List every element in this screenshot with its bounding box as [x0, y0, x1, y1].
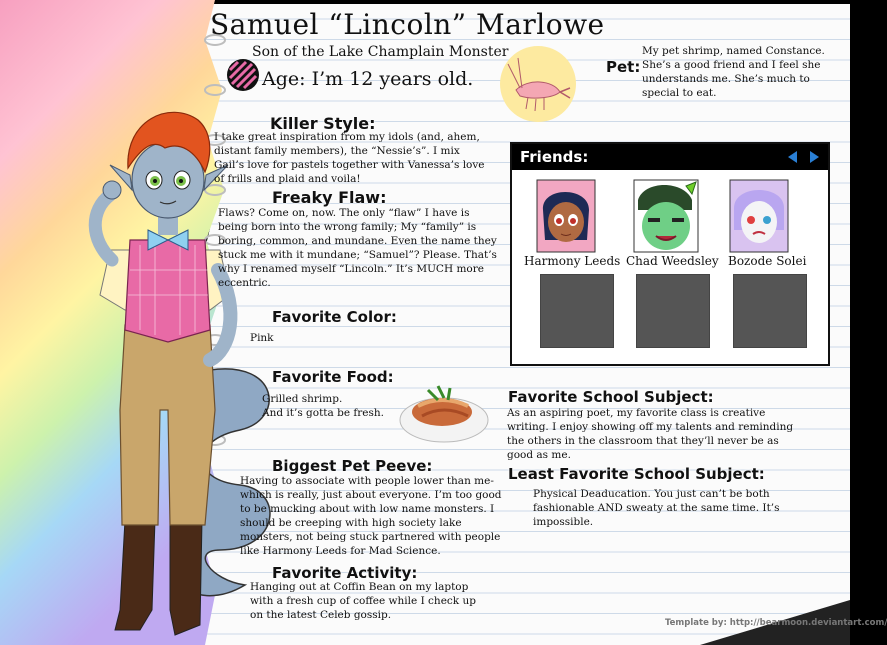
favorite-food-label: Favorite Food:: [272, 368, 394, 386]
pet-peeve-text: Having to associate with people lower than me-which is really, just about everyone. I’m too good to be mucking about with low name monsters. I should be creeping with high society lake monsters, not being stuck partnered with people like Harmony Leeds for Mad Science.: [240, 475, 502, 557]
school-subject-label: Favorite School Subject:: [508, 388, 714, 406]
next-arrow-icon[interactable]: [810, 151, 819, 163]
favorite-activity-label: Favorite Activity:: [272, 564, 418, 582]
friend-name-bozode: Bozode Solei: [728, 254, 807, 268]
empty-friend-slot: [540, 274, 614, 348]
age-icon: [226, 58, 260, 92]
killer-style-text: I take great inspiration from my idols (and, ahem, distant family members), the “Nessie’s”. I mix Gail’s love for pastels together with Vanessa’s love of frills and plaid and voila!: [214, 131, 485, 185]
pet-text: My pet shrimp, named Constance. She’s a good friend and I feel she understands me. She’s much to special to eat.: [642, 45, 825, 99]
friend-name-harmony: Harmony Leeds: [524, 254, 621, 268]
friends-header-bar: [512, 144, 828, 170]
previous-arrow-icon[interactable]: [788, 151, 797, 163]
parentage-line: Son of the Lake Champlain Monster: [252, 44, 509, 60]
friend-name-chad: Chad Weedsley: [626, 254, 719, 268]
pants-shape: [120, 325, 215, 525]
template-credit: Template by: http://bearmoon.deviantart.com/: [665, 618, 887, 628]
favorite-food-line2: And it’s gotta be fresh.: [262, 407, 385, 419]
favorite-food-line1: Grilled shrimp.: [262, 393, 343, 405]
least-subject-label: Least Favorite School Subject:: [508, 465, 765, 483]
pet-peeve-label: Biggest Pet Peeve:: [272, 457, 433, 475]
vest-shape: [125, 240, 210, 342]
character-name: Samuel “Lincoln” Marlowe: [210, 8, 605, 41]
bozode-portrait-icon: [730, 180, 788, 252]
age-line: Age: I’m 12 years old.: [262, 68, 474, 90]
shrimp-plate-icon: [398, 376, 490, 448]
favorite-color-text: Pink: [250, 332, 274, 344]
freaky-flaw-label: Freaky Flaw:: [272, 188, 387, 207]
favorite-activity-text: Hanging out at Coffin Bean on my laptop with a fresh cup of coffee while I check up on the latest Celeb gossip.: [250, 581, 476, 621]
pet-label: Pet:: [606, 58, 641, 76]
killer-style-label-text: Killer Style:: [270, 114, 376, 133]
shrimp-icon: [498, 44, 578, 124]
favorite-color-label: Favorite Color:: [272, 308, 397, 326]
least-subject-text: Physical Deaducation. You just can’t be both fashionable AND sweaty at the same time. It’s impossible.: [533, 488, 780, 528]
harmony-portrait-icon: [537, 180, 595, 252]
chad-portrait-icon: [634, 180, 698, 252]
empty-friend-slot: [733, 274, 807, 348]
friends-label: Friends:: [520, 148, 589, 166]
freaky-flaw-text: Flaws? Come on, now. The only “flaw” I have is being born into the wrong family; My “family” is boring, common, and mundane. Even the name they stuck me with it mundane; “Samuel”? Please. That’s why I renamed myself “Lincoln.” It’s MUCH more eccentric.: [218, 207, 497, 289]
empty-friend-slot: [636, 274, 710, 348]
friends-panel: [510, 142, 830, 366]
school-subject-text: As an aspiring poet, my favorite class is creative writing. I enjoy showing off my talents and reminding the others in the classroom that they’ll never be as good as me.: [507, 407, 794, 461]
